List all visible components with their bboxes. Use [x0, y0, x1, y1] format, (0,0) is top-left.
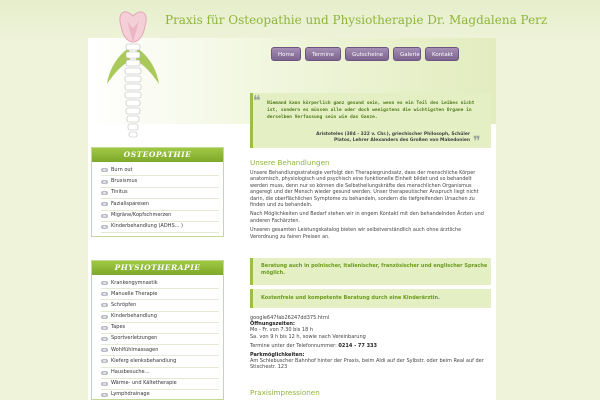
- main-nav: [271, 47, 459, 61]
- sidebar-item-krankengymnastik[interactable]: Krankengymnastik: [101, 278, 219, 289]
- bullet-icon: [101, 315, 108, 319]
- physiotherapie-heading: PHYSIOTHERAPIE: [92, 261, 223, 275]
- impressions-heading: Praxisimpressionen: [250, 388, 320, 397]
- bullet-icon: [101, 359, 108, 363]
- physiotherapie-menu: [91, 260, 224, 400]
- language-info-text: Beratung auch in polnischer, italienischer, französischer und englischer Sprache möglich.: [261, 263, 488, 276]
- hours-label: Öffnungszeiten:: [250, 321, 295, 328]
- bullet-icon: [101, 225, 108, 229]
- sidebar-item-manuelle-therapie[interactable]: Manuelle Therapie: [101, 289, 219, 300]
- bullet-icon: [101, 326, 108, 330]
- bullet-icon: [101, 337, 108, 341]
- bullet-icon: [101, 202, 108, 206]
- phone-label: Termine unter der Telefonnummer:: [250, 342, 337, 349]
- nav-home[interactable]: Home: [271, 47, 301, 61]
- pediatric-info-box: [250, 289, 491, 308]
- language-info-box: [250, 258, 491, 285]
- hours-saturday: Sa. von 9 h bis 12 h, sowie nach Vereinbarung: [250, 333, 366, 340]
- treatments-paragraph-3: Unseren gesamten Leistungskatalog bieten wir selbstverständlich auch ohne ärztliche Verordnung zu fairen Preisen an.: [250, 227, 462, 240]
- tulip-spine-logo: [103, 6, 163, 141]
- treatments-paragraph-2: Nach Möglichkeiten und Bedarf stehen wir in engem Kontakt mit den behandelnden Ärzten und anderen Fachärzten.: [250, 211, 484, 224]
- sidebar-item-lymphdrainage[interactable]: Lymphdrainage: [101, 390, 219, 400]
- parking-text: Am Schlebuscher Bahnhof hinter der Praxis, beim Aldi auf der Sylbstr. oder beim Real auf der Stixchestr. 123: [250, 358, 484, 371]
- sidebar-item-sportverletzungen[interactable]: Sportverletzungen: [101, 334, 219, 345]
- bullet-icon: [101, 303, 108, 307]
- sidebar-item-bruxismus[interactable]: Bruxismus: [101, 176, 219, 187]
- parking-label: Parkmöglichkeiten:: [250, 352, 305, 359]
- quote-open-icon: ❝: [253, 93, 261, 109]
- osteopathie-heading: OSTEOPATHIE: [92, 148, 223, 162]
- osteopathie-menu: [91, 147, 224, 237]
- sidebar-item-migraene[interactable]: Migräne/Kopfschmerzen: [101, 211, 219, 222]
- treatments-paragraph-1: Unsere Behandlungsstrategie verfolgt den Therapiegrundsatz, dass der menschliche Körper anatomisch, physiologisch und psychisch eine funktionelle Einheit bildet und so behandelt werden muss, denn nur so können die Selbstheilungskräfte des menschlichen Organismus angeregt und der Mensch wieder gesund werden. Unser therapeutischer Anspruch liegt nicht darin, die oberflächlichen Symptome zu behandeln, sondern die tiefgreifenden Ursachen zu finden und zu behandeln.: [250, 170, 479, 209]
- bullet-icon: [101, 348, 108, 352]
- nav-termine[interactable]: Termine: [305, 47, 341, 61]
- bullet-icon: [101, 393, 108, 397]
- quote-close-icon: ❞: [473, 134, 481, 150]
- sidebar-item-schroepfen[interactable]: Schröpfen: [101, 300, 219, 311]
- phone-number: 0214 - 77 333: [338, 342, 378, 349]
- hours-weekdays: Mo - Fr. von 7.30 bis 18 h: [250, 327, 314, 334]
- sidebar-item-tinitus[interactable]: Tinitus: [101, 188, 219, 199]
- sidebar-item-kiefergelenk[interactable]: Kieferg elenksbehandlung: [101, 356, 219, 367]
- sidebar-item-wohlfuehlmassagen[interactable]: Wohlfühlmassagen: [101, 345, 219, 356]
- bullet-icon: [101, 292, 108, 296]
- sidebar-item-kinderbehandlung[interactable]: Kinderbehandlung: [101, 312, 219, 323]
- main-content: [250, 158, 490, 243]
- bullet-icon: [101, 382, 108, 386]
- quote-text: Niemand kann körperlich ganz gesund sein, wenn es ein Teil des Leibes nicht ist, sondern es müssen alle oder doch wenigstens die wichtigsten Organe in derselben Verfassung sein wie das Ganze.: [267, 101, 475, 120]
- bullet-icon: [101, 168, 108, 172]
- bullet-icon: [101, 371, 108, 375]
- bullet-icon: [101, 191, 108, 195]
- contact-info: [250, 315, 490, 371]
- bullet-icon: [101, 180, 108, 184]
- treatments-heading: Unsere Behandlungen: [250, 158, 330, 167]
- bullet-icon: [101, 281, 108, 285]
- bullet-icon: [101, 214, 108, 218]
- sidebar-item-tapes[interactable]: Tapes: [101, 323, 219, 334]
- quote-source: Aristoteles (384 - 322 v. Chr.), griechischer Philosoph, Schüler Platos, Lehrer Alexanders des Großen von Makedonien: [316, 132, 470, 143]
- pediatric-info-text: Kostenfreie und kompetente Beratung durch eine Kinderärztin.: [261, 295, 440, 301]
- sidebar-item-hausbesuche[interactable]: Hausbesuche...: [101, 368, 219, 379]
- nav-galerie[interactable]: Galerie: [393, 47, 421, 61]
- nav-kontakt[interactable]: Kontakt: [425, 47, 459, 61]
- nav-gutscheine[interactable]: Gutscheine: [345, 47, 389, 61]
- sidebar-item-waerme-kaelte[interactable]: Wärme- und Kältetherapie: [101, 379, 219, 390]
- sidebar-item-burn-out[interactable]: Burn out: [101, 165, 219, 176]
- sidebar-item-fazialisparesen[interactable]: Fazialisparesen: [101, 199, 219, 210]
- verification-code: google647fab26247dd375.html: [250, 315, 330, 321]
- site-title: Praxis für Osteopathie und Physiotherapie Dr. Magdalena Perz: [165, 13, 548, 27]
- sidebar-item-kinderbehandlung-adhs[interactable]: Kinderbehandlung (ADHS... ): [101, 222, 219, 233]
